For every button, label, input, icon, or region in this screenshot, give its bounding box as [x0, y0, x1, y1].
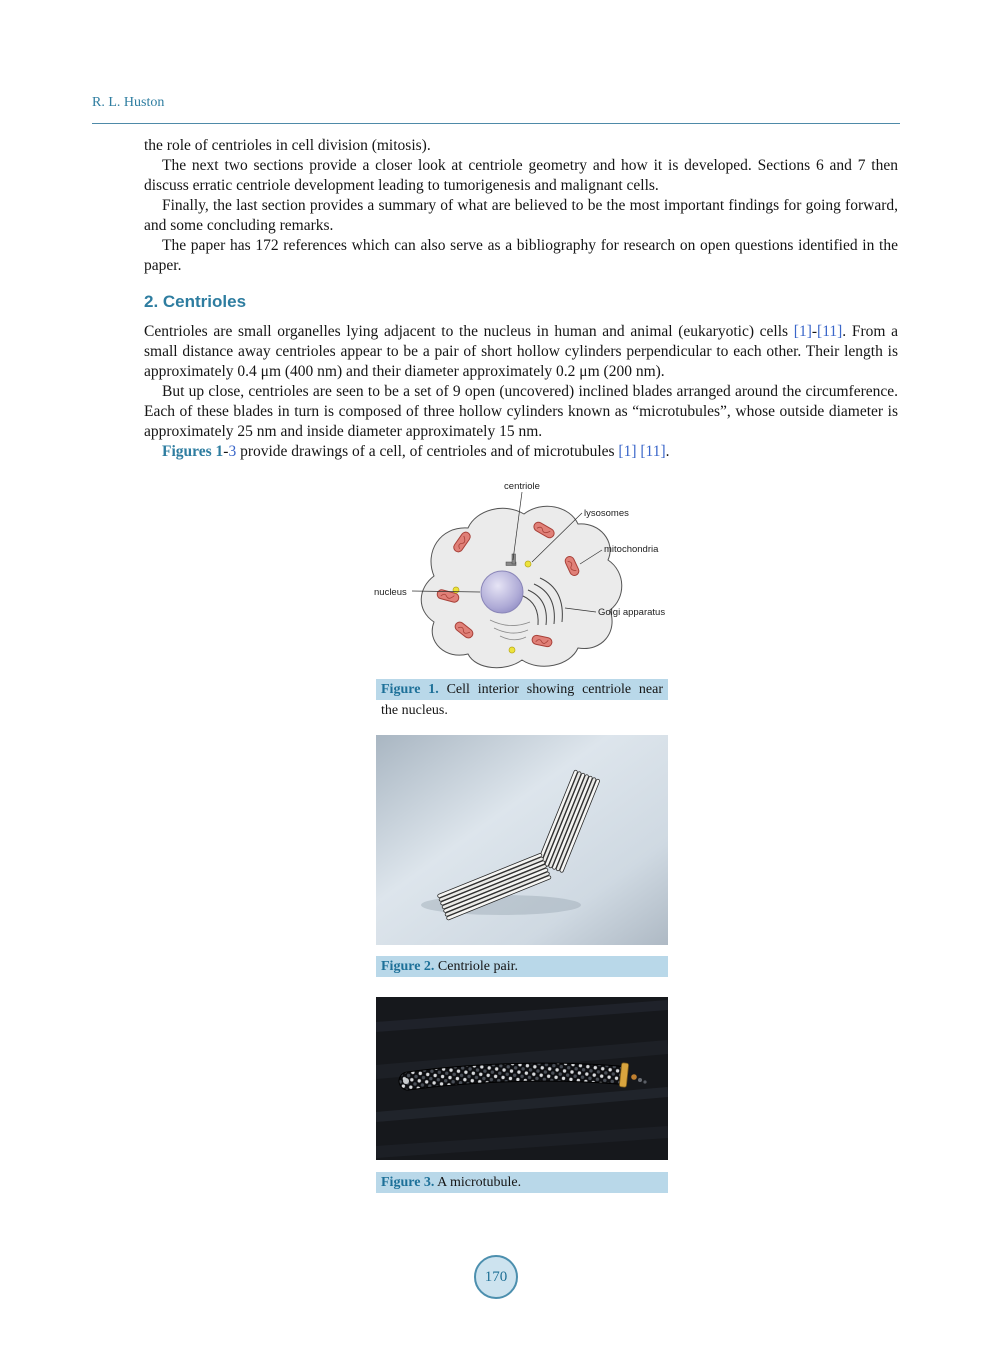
paragraph: But up close, centrioles are seen to be a set of 9 open (uncovered) inclined blades arranged around the circumference. Each of these blades in turn is composed of three hollow cylinders known as “microtubules”, whose outside diameter is approximately 25 nm and inside diameter approximately 15 nm.	[144, 383, 898, 440]
section-heading: 2. Centrioles	[144, 292, 247, 311]
running-head-author: R. L. Huston	[92, 95, 165, 110]
paragraph-text: -	[223, 443, 229, 460]
clasp-bead	[643, 1080, 646, 1083]
figure-reference-link[interactable]: 3	[228, 443, 237, 460]
label-golgi-apparatus: Golgi apparatus	[598, 607, 666, 618]
figure3-caption-bar	[376, 1172, 668, 1193]
page-number: 170	[484, 1268, 508, 1285]
figure1-caption-bar	[376, 679, 668, 700]
figure2-centriole-pair-image	[376, 735, 668, 945]
label-nucleus: nucleus	[374, 587, 407, 598]
paragraph-text: . From a small distance away centrioles appear to be a pair of short hollow cylinders perpendicular to each other. Their length is approximately 0.4 μm (400 nm) and their diameter approximately 0.2 μm (200 nm).	[144, 323, 899, 380]
citation-link[interactable]: [1]	[793, 323, 812, 340]
microtubule-end-bead	[403, 1078, 409, 1084]
figure1-caption-label: Figure 1.	[381, 682, 439, 697]
figure2-caption	[376, 956, 668, 977]
nucleus-shape	[481, 571, 523, 613]
figure1-caption	[376, 679, 668, 721]
paragraph-text: .	[665, 443, 670, 460]
figure3-caption-text: A microtubule.	[434, 1175, 522, 1190]
paragraph-text: provide drawings of a cell, of centrioles and of microtubules	[236, 443, 619, 460]
label-centriole: centriole	[504, 481, 540, 492]
label-mitochondria: mitochondria	[604, 544, 659, 555]
paragraph	[144, 442, 898, 462]
page-number-badge	[474, 1255, 518, 1299]
figure1-caption-text: Cell interior showing centriole near	[438, 682, 663, 697]
figure3-caption-label: Figure 3.	[381, 1175, 435, 1190]
figure2-caption-bar	[376, 956, 668, 977]
figure1-caption-text-line2: the nucleus.	[376, 700, 668, 721]
lysosome-shape	[509, 647, 515, 653]
figure3-caption	[376, 1172, 668, 1193]
paragraph: The paper has 172 references which can also serve as a bibliography for research on open questions identified in the paper.	[144, 237, 898, 274]
figure2-caption-text: Centriole pair.	[434, 959, 518, 974]
paragraph	[144, 322, 898, 382]
header-rule	[92, 123, 900, 124]
figure1-cell-diagram	[372, 478, 682, 678]
paragraph-text: Centrioles are small organelles lying adjacent to the nucleus in human and animal (eukaryotic) cells	[144, 323, 794, 340]
microtubule-bead-lattice	[408, 1072, 618, 1081]
figure2-caption-label: Figure 2.	[381, 959, 435, 974]
clasp-bead	[631, 1074, 637, 1080]
lysosome-shape	[453, 587, 459, 593]
figure3-microtubule-image	[376, 997, 668, 1160]
label-lysosomes: lysosomes	[584, 508, 629, 519]
citation-link[interactable]: [11]	[817, 323, 843, 340]
paragraph: Finally, the last section provides a summary of what are believed to be the most important findings for going forward, and some concluding remarks.	[144, 197, 898, 234]
paragraph-text: -	[811, 323, 818, 340]
lysosome-shape	[525, 561, 531, 567]
article-body	[144, 136, 898, 1193]
figure-reference-link[interactable]: Figures 1	[162, 443, 224, 460]
paragraph: the role of centrioles in cell division (mitosis).	[144, 137, 431, 154]
citation-link[interactable]: [1] [11]	[618, 443, 666, 460]
clasp-bead	[638, 1078, 642, 1082]
paragraph: The next two sections provide a closer look at centriole geometry and how it is developed. Sections 6 and 7 then discuss erratic centriole development leading to tumorigenesis and malignant cells.	[144, 157, 898, 194]
